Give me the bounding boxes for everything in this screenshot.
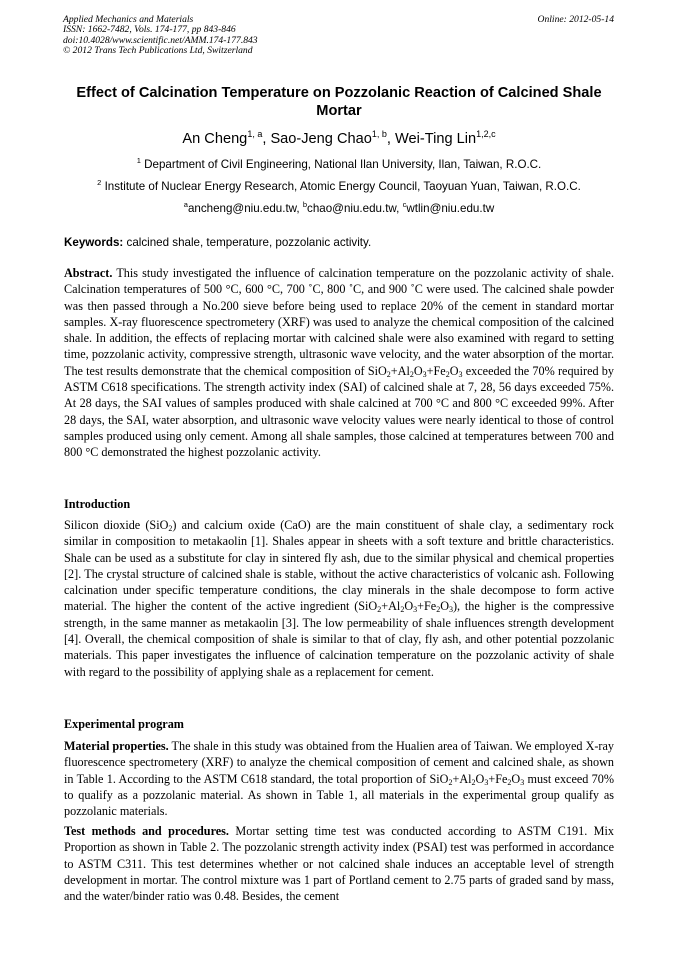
subscript: 2 xyxy=(386,369,391,379)
abstract-text: exceeded the 70% required by ASTM C618 specifications. The strength activity index (SAI) of calcined shale at 7, 28, 56 days exceeded 75%. At 28 days, the SAI values of samples produced with shale calcined at 700 °C and 800 °C exceeded 99%. After 28 days, the SAI, water absorption, and ultrasonic wave velocity values were nearly identical to those of control samples produced using only cement. Among all shale samples, those calcined at temperatures between 700 and 800 °C demonstrated the highest pozzolanic activity. xyxy=(64,363,614,460)
subscript: 3 xyxy=(458,369,463,379)
author-separator: , xyxy=(262,131,271,147)
subscript: 2 xyxy=(471,777,476,787)
author-list xyxy=(60,131,618,147)
intro-text: ) and calcium oxide (CaO) are the main constituent of shale clay, a sedimentary rock similar in composition to metakaolin [1]. Shales appear in sheets with a soft texture and brittle characteristics. Shale can be used as a substitute for clay in sintered fly ash, due to the similar physical and chemical properties [2]. The crystal structure of calcined shale is stable, without the active characteristics of volcanic ash. Following calcination under specific temperature conditions, the clay minerals in the shale decompose to form active material. The higher the content of the active ingredient (SiO xyxy=(64,518,614,614)
author-separator: , xyxy=(386,131,395,147)
paper-title: Effect of Calcination Temperature on Pozzolanic Reaction of Calcined Shale Mortar xyxy=(76,85,602,119)
affil-text: Institute of Nuclear Energy Research, Atomic Energy Council, Taoyuan Yuan, Taiwan, R.O.C. xyxy=(104,180,581,193)
author-affil-mark: 1, b xyxy=(371,129,387,139)
subscript: 2 xyxy=(445,369,450,379)
subscript: 2 xyxy=(507,777,512,787)
subscript: 2 xyxy=(448,777,453,787)
subscript: 2 xyxy=(168,524,173,533)
test-methods-text: Mortar setting time test was conducted according to ASTM C191. Mix Proportion as shown in Table 2. The pozzolanic strength activity index (PSAI) test was performed in accordance to ASTM C311. This test determines whether or not calcined shale induces an acceptable level of strength development in mortar. The control mixture was 1 part of Portland cement to 2.75 parts of graded sand by mass, and the water/binder ratio was 0.48. Besides, the cement xyxy=(64,824,615,904)
subscript: 2 xyxy=(377,605,382,615)
formula-part: O xyxy=(413,363,423,378)
doi-line[interactable]: doi:10.4028/www.scientific.net/AMM.174-177.843 xyxy=(63,34,258,46)
intro-text: Silicon dioxide (SiO xyxy=(64,518,169,532)
keywords xyxy=(64,236,371,249)
formula-part: +Fe xyxy=(488,771,508,786)
formula-part: +Al xyxy=(390,363,410,378)
copyright-line: © 2012 Trans Tech Publications Ltd, Switzerland xyxy=(63,45,253,57)
section-heading-experimental: Experimental program xyxy=(64,717,184,731)
subscript: 2 xyxy=(436,605,441,615)
test-methods-label: Test methods and procedures. xyxy=(64,824,229,838)
subscript: 2 xyxy=(409,369,414,379)
affiliation-2 xyxy=(40,180,638,193)
section-heading-introduction: Introduction xyxy=(64,497,131,511)
introduction-paragraph xyxy=(64,517,614,680)
journal-name: Applied Mechanics and Materials xyxy=(63,14,194,25)
keywords-label: Keywords: xyxy=(64,236,124,249)
formula-part: +Fe xyxy=(417,599,437,614)
subscript: 3 xyxy=(422,369,427,379)
material-properties-label: Material properties. xyxy=(64,739,169,753)
email-address[interactable]: chao@niu.edu.tw, xyxy=(307,202,403,215)
email-mark: b xyxy=(302,200,308,209)
issn-line: ISSN: 1662-7482, Vols. 174-177, pp 843-846 xyxy=(63,24,236,36)
affil-text: Department of Civil Engineering, National Ilan University, Ilan, Taiwan, R.O.C. xyxy=(144,158,542,171)
email-mark: a xyxy=(183,200,188,209)
formula-part: +Fe xyxy=(426,363,446,378)
online-date: Online: 2012-05-14 xyxy=(537,14,614,25)
intro-text: ), the higher is the compressive strength, in the same manner as metakaolin [3]. The low permeability of shale influences strength development [4]. Overall, the chemical composition of shale is similar to that of clay, fly ash, and other potential pozzolanic materials. This paper investigates the influence of calcination temperature on the pozzolanic activity of shale with regard to the possibility of applying shale as a replacement for cement. xyxy=(64,599,614,679)
subscript: 3 xyxy=(449,605,453,615)
subscript: 2 xyxy=(400,605,405,615)
email-address[interactable]: ancheng@niu.edu.tw, xyxy=(187,202,303,215)
formula-part: O xyxy=(475,771,485,786)
email-mark: c xyxy=(402,200,407,209)
abstract-label: Abstract. xyxy=(64,266,113,280)
material-text: must exceed 70% to qualify as a pozzolanic material. As shown in Table 1, all materials in the experimental group qualify as pozzolanic materials. xyxy=(64,771,615,819)
email-address[interactable]: wtlin@niu.edu.tw xyxy=(406,202,495,215)
email-line xyxy=(40,202,638,215)
author-affil-mark: 1, a xyxy=(247,129,263,139)
subscript: 3 xyxy=(413,605,418,615)
abstract-text: This study investigated the influence of calcination temperature on the pozzolanic activity of shale. Calcination temperatures of 500 °C, 600 °C, 700 ˚C, 800 ˚C, and 900 ˚C were used. The calcined shale powder was then passed through a No.200 sieve before being used to replace 20% of the cement in standard mortar samples. X-ray fluorescence spectrometery (XRF) was used to analyze the chemical composition of the calcined shale. In addition, the effects of replacing mortar with calcined shale were also examined with regard to setting time, pozzolanic activity, compressive strength, ultrasonic wave velocity, and the water absorption of the mortar. The test results demonstrate that the chemical composition of SiO xyxy=(64,266,614,378)
formula-part: +Al xyxy=(452,771,472,786)
formula-part: O xyxy=(440,599,449,614)
subscript: 3 xyxy=(520,777,525,787)
author-affil-mark: 1,2,c xyxy=(476,129,496,139)
formula-part: O xyxy=(449,363,459,378)
abstract-paragraph xyxy=(64,265,614,461)
affiliation-1 xyxy=(40,158,638,171)
author-name: Sao-Jeng Chao xyxy=(270,131,372,147)
affil-number: 2 xyxy=(97,178,102,187)
formula-part: +Al xyxy=(381,599,401,614)
journal-header xyxy=(63,15,258,57)
formula-part: O xyxy=(511,771,521,786)
author-name: An Cheng xyxy=(182,131,248,147)
author-name: Wei-Ting Lin xyxy=(394,131,477,147)
formula-part: O xyxy=(404,599,414,614)
affil-number: 1 xyxy=(136,156,141,165)
material-text: The shale in this study was obtained from the Hualien area of Taiwan. We employed X-ray fluorescence spectrometery (XRF) to analyze the chemical composition of cement and calcined shale, as shown in Table 1. According to the ASTM C618 standard, the total proportion of SiO xyxy=(64,739,614,786)
keywords-text: calcined shale, temperature, pozzolanic activity. xyxy=(126,236,372,249)
material-properties-paragraph xyxy=(64,738,614,819)
test-methods-paragraph xyxy=(64,823,614,904)
subscript: 3 xyxy=(484,777,489,787)
